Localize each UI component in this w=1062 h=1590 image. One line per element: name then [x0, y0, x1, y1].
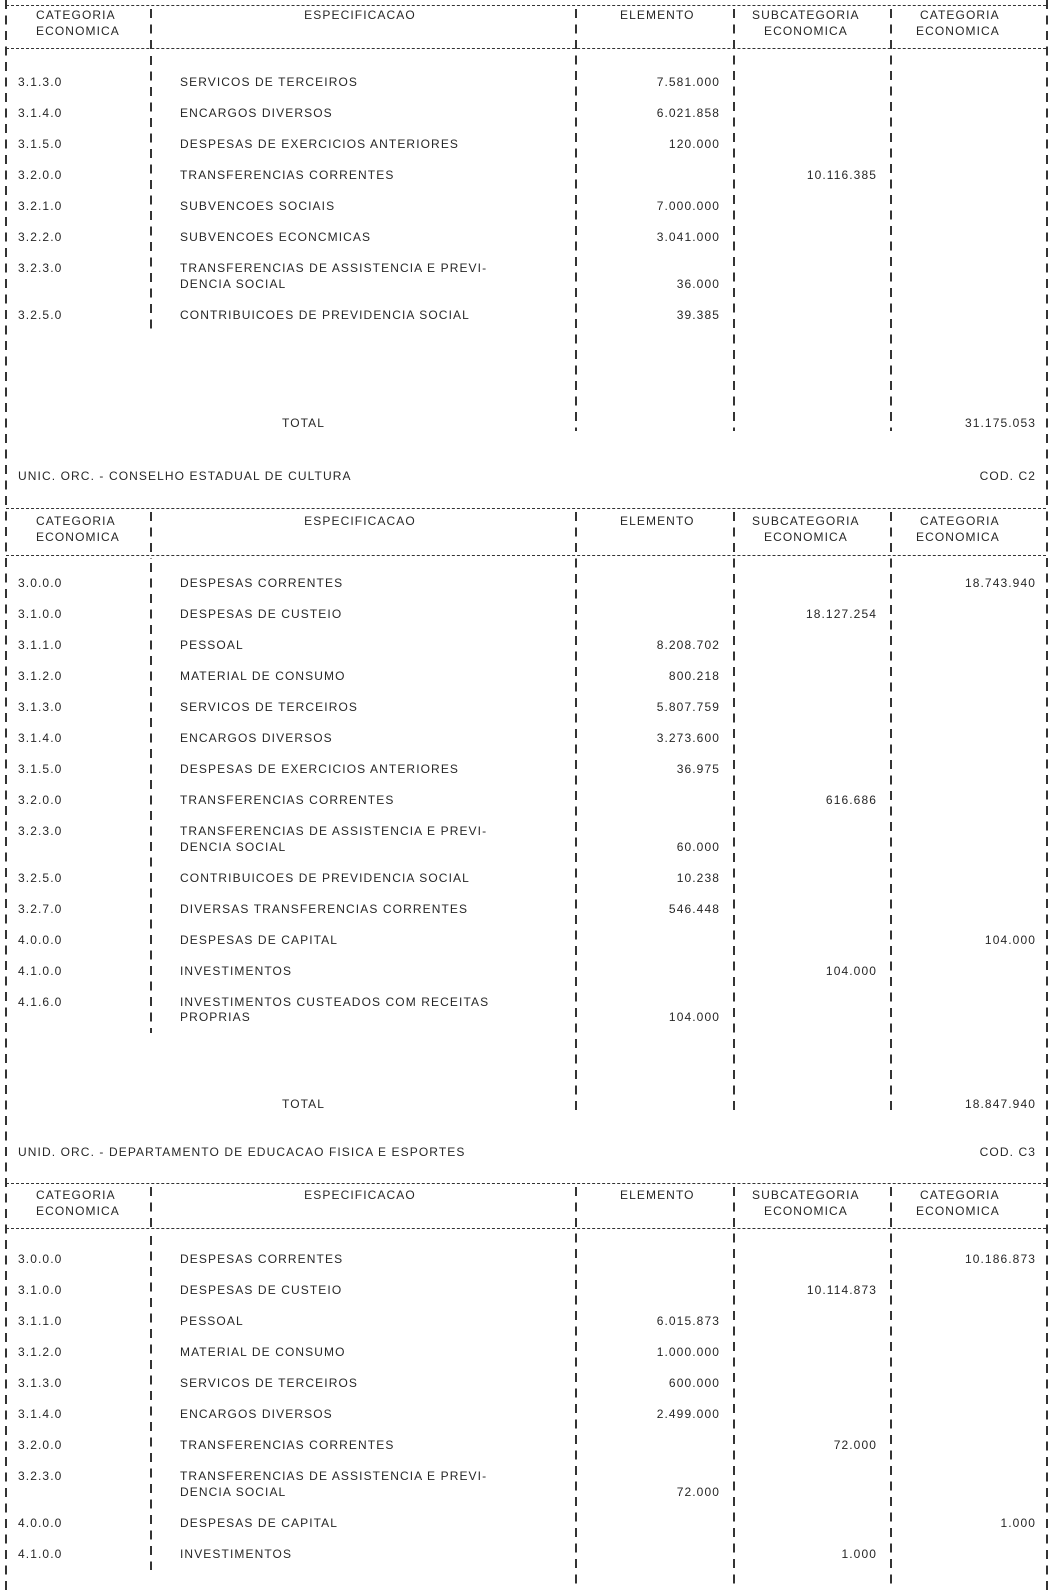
row-code: 3.2.5.0: [18, 870, 63, 885]
row-subcategoria-value: 72.000: [833, 1438, 877, 1452]
header-categoria: ECONOMICA: [916, 530, 1000, 544]
row-especificacao: SERVICOS DE TERCEIROS: [180, 75, 359, 89]
header-especificacao: ESPECIFICACAO: [304, 1188, 416, 1202]
row-code: 3.2.7.0: [18, 901, 63, 916]
header-subcategoria: SUBCATEGORIA: [752, 8, 860, 22]
row-code: 3.2.3.0: [18, 261, 63, 275]
row-code: 4.1.0.0: [18, 963, 63, 978]
total-value: 31.175.053: [964, 416, 1036, 430]
row-code: 3.1.4.0: [18, 1407, 63, 1421]
header-subcategoria: ECONOMICA: [764, 530, 848, 544]
row-especificacao: DESPESAS DE EXERCICIOS ANTERIORES: [180, 137, 460, 151]
row-especificacao: PROPRIAS: [180, 1010, 251, 1024]
row-elemento-value: 3.273.600: [656, 731, 720, 745]
row-elemento-value: 72.000: [676, 1484, 720, 1499]
row-elemento-value: 104.000: [668, 1010, 720, 1024]
row-code: 3.2.0.0: [18, 1438, 63, 1452]
column-separator: [733, 9, 735, 431]
header-categoria: CATEGORIA: [920, 1188, 1000, 1202]
column-separator: [150, 563, 152, 1033]
row-especificacao: ENCARGOS DIVERSOS: [180, 1407, 333, 1421]
header-categoria-economica: CATEGORIA: [36, 1188, 116, 1202]
row-especificacao: CONTRIBUICOES DE PREVIDENCIA SOCIAL: [180, 870, 470, 885]
row-code: 3.1.2.0: [18, 1345, 63, 1359]
unit-label: UNIC. ORC. - CONSELHO ESTADUAL DE CULTURA: [18, 469, 352, 483]
row-code: 3.1.0.0: [18, 1283, 63, 1297]
row-elemento-value: 2.499.000: [656, 1407, 720, 1421]
row-especificacao: DESPESAS DE CAPITAL: [180, 932, 339, 947]
column-separator: [890, 512, 892, 1112]
row-categoria-value: 10.186.873: [964, 1252, 1036, 1266]
header-elemento: ELEMENTO: [620, 1188, 695, 1202]
right-border: [1046, 0, 1048, 1590]
left-border: [5, 0, 7, 1590]
row-especificacao: DESPESAS CORRENTES: [180, 1252, 344, 1266]
column-separator: [575, 1187, 577, 1590]
row-elemento-value: 36.975: [676, 762, 720, 776]
row-code: 3.1.0.0: [18, 607, 63, 621]
total-label: TOTAL: [282, 416, 326, 430]
row-especificacao: TRANSFERENCIAS DE ASSISTENCIA E PREVI-: [180, 1469, 488, 1483]
header-categoria: CATEGORIA: [920, 8, 1000, 22]
row-categoria-value: 1.000: [1000, 1515, 1036, 1530]
row-especificacao: TRANSFERENCIAS CORRENTES: [180, 793, 395, 807]
row-code: 4.1.6.0: [18, 994, 63, 1009]
dashed-rule: [6, 5, 1046, 6]
column-separator: [890, 1187, 892, 1590]
header-especificacao: ESPECIFICACAO: [304, 514, 416, 528]
row-code: 3.1.1.0: [18, 1314, 63, 1328]
column-separator: [733, 512, 735, 1112]
unit-code: COD. C3: [979, 1145, 1036, 1159]
header-categoria-economica: CATEGORIA: [36, 8, 116, 22]
header-categoria-economica: CATEGORIA: [36, 514, 116, 528]
row-elemento-value: 1.000.000: [656, 1345, 720, 1359]
row-elemento-value: 8.208.702: [656, 638, 720, 652]
row-especificacao: DENCIA SOCIAL: [180, 276, 287, 291]
row-elemento-value: 600.000: [668, 1376, 720, 1390]
column-separator: [150, 1187, 152, 1232]
row-subcategoria-value: 10.116.385: [806, 168, 877, 182]
header-subcategoria: ECONOMICA: [764, 1204, 848, 1218]
row-especificacao: DESPESAS DE EXERCICIOS ANTERIORES: [180, 762, 460, 776]
dashed-rule: [6, 508, 1046, 509]
row-subcategoria-value: 1.000: [841, 1546, 877, 1561]
row-code: 3.0.0.0: [18, 1252, 63, 1266]
row-subcategoria-value: 18.127.254: [805, 607, 877, 621]
row-code: 3.1.4.0: [18, 106, 63, 120]
row-elemento-value: 800.218: [668, 669, 720, 683]
row-subcategoria-value: 616.686: [825, 793, 877, 807]
column-separator: [575, 9, 577, 431]
row-code: 3.1.5.0: [18, 762, 63, 776]
row-especificacao: SERVICOS DE TERCEIROS: [180, 1376, 359, 1390]
unit-code: COD. C2: [979, 469, 1036, 483]
column-separator: [150, 1236, 152, 1570]
row-code: 3.2.3.0: [18, 824, 63, 838]
row-code: 3.1.2.0: [18, 669, 63, 683]
row-especificacao: MATERIAL DE CONSUMO: [180, 669, 346, 683]
row-elemento-value: 36.000: [676, 276, 720, 291]
row-especificacao: PESSOAL: [180, 638, 244, 652]
row-elemento-value: 60.000: [676, 839, 720, 854]
column-separator: [575, 512, 577, 1112]
row-especificacao: SUBVENCOES SOCIAIS: [180, 199, 336, 213]
row-elemento-value: 6.015.873: [656, 1314, 720, 1328]
row-code: 3.1.3.0: [18, 1376, 63, 1390]
row-especificacao: CONTRIBUICOES DE PREVIDENCIA SOCIAL: [180, 307, 470, 322]
row-code: 3.1.3.0: [18, 700, 63, 714]
header-categoria-economica: ECONOMICA: [36, 1204, 120, 1218]
row-elemento-value: 6.021.858: [656, 106, 720, 120]
row-elemento-value: 7.000.000: [656, 199, 720, 213]
row-categoria-value: 18.743.940: [964, 576, 1036, 590]
row-code: 3.2.0.0: [18, 793, 63, 807]
row-especificacao: DESPESAS CORRENTES: [180, 576, 344, 590]
row-elemento-value: 39.385: [676, 307, 720, 322]
row-especificacao: TRANSFERENCIAS DE ASSISTENCIA E PREVI-: [180, 824, 488, 838]
row-especificacao: INVESTIMENTOS: [180, 1546, 293, 1561]
row-elemento-value: 10.238: [676, 870, 720, 885]
row-code: 4.0.0.0: [18, 932, 63, 947]
row-especificacao: ENCARGOS DIVERSOS: [180, 106, 333, 120]
row-especificacao: MATERIAL DE CONSUMO: [180, 1345, 346, 1359]
header-subcategoria: SUBCATEGORIA: [752, 514, 860, 528]
row-code: 3.1.1.0: [18, 638, 63, 652]
row-code: 4.0.0.0: [18, 1515, 63, 1530]
header-elemento: ELEMENTO: [620, 514, 695, 528]
header-categoria: CATEGORIA: [920, 514, 1000, 528]
unit-label: UNID. ORC. - DEPARTAMENTO DE EDUCACAO FISICA E ESPORTES: [18, 1145, 466, 1159]
dashed-rule: [6, 1183, 1046, 1184]
row-code: 3.2.2.0: [18, 230, 63, 244]
row-code: 3.2.3.0: [18, 1469, 63, 1483]
row-code: 3.1.4.0: [18, 731, 63, 745]
header-categoria-economica: ECONOMICA: [36, 24, 120, 38]
row-especificacao: INVESTIMENTOS: [180, 963, 293, 978]
column-separator: [150, 9, 152, 52]
column-separator: [150, 56, 152, 331]
row-code: 3.0.0.0: [18, 576, 63, 590]
row-especificacao: TRANSFERENCIAS CORRENTES: [180, 1438, 395, 1452]
row-especificacao: SERVICOS DE TERCEIROS: [180, 700, 359, 714]
total-value: 18.847.940: [964, 1097, 1036, 1111]
row-elemento-value: 120.000: [668, 137, 720, 151]
total-label: TOTAL: [282, 1097, 326, 1111]
header-categoria: ECONOMICA: [916, 1204, 1000, 1218]
row-elemento-value: 7.581.000: [656, 75, 720, 89]
row-elemento-value: 546.448: [668, 901, 720, 916]
row-code: 3.2.5.0: [18, 307, 63, 322]
row-especificacao: INVESTIMENTOS CUSTEADOS COM RECEITAS: [180, 994, 490, 1009]
row-especificacao: SUBVENCOES ECONCMICAS: [180, 230, 372, 244]
row-code: 3.1.5.0: [18, 137, 63, 151]
row-especificacao: DENCIA SOCIAL: [180, 1484, 287, 1499]
header-subcategoria: SUBCATEGORIA: [752, 1188, 860, 1202]
row-especificacao: DIVERSAS TRANSFERENCIAS CORRENTES: [180, 901, 469, 916]
column-separator: [150, 512, 152, 559]
row-code: 3.1.3.0: [18, 75, 63, 89]
row-subcategoria-value: 10.114.873: [806, 1283, 877, 1297]
column-separator: [733, 1187, 735, 1590]
row-especificacao: DESPESAS DE CUSTEIO: [180, 607, 343, 621]
row-especificacao: DESPESAS DE CAPITAL: [180, 1515, 339, 1530]
row-elemento-value: 3.041.000: [656, 230, 720, 244]
header-categoria: ECONOMICA: [916, 24, 1000, 38]
row-categoria-value: 104.000: [984, 932, 1036, 947]
row-especificacao: DESPESAS DE CUSTEIO: [180, 1283, 343, 1297]
row-subcategoria-value: 104.000: [825, 963, 877, 978]
header-especificacao: ESPECIFICACAO: [304, 8, 416, 22]
row-especificacao: ENCARGOS DIVERSOS: [180, 731, 333, 745]
row-code: 4.1.0.0: [18, 1546, 63, 1561]
row-especificacao: DENCIA SOCIAL: [180, 839, 287, 854]
column-separator: [890, 9, 892, 431]
row-elemento-value: 5.807.759: [656, 700, 720, 714]
header-elemento: ELEMENTO: [620, 8, 695, 22]
row-especificacao: PESSOAL: [180, 1314, 244, 1328]
header-categoria-economica: ECONOMICA: [36, 530, 120, 544]
row-code: 3.2.0.0: [18, 168, 63, 182]
row-code: 3.2.1.0: [18, 199, 63, 213]
row-especificacao: TRANSFERENCIAS CORRENTES: [180, 168, 395, 182]
row-especificacao: TRANSFERENCIAS DE ASSISTENCIA E PREVI-: [180, 261, 488, 275]
header-subcategoria: ECONOMICA: [764, 24, 848, 38]
